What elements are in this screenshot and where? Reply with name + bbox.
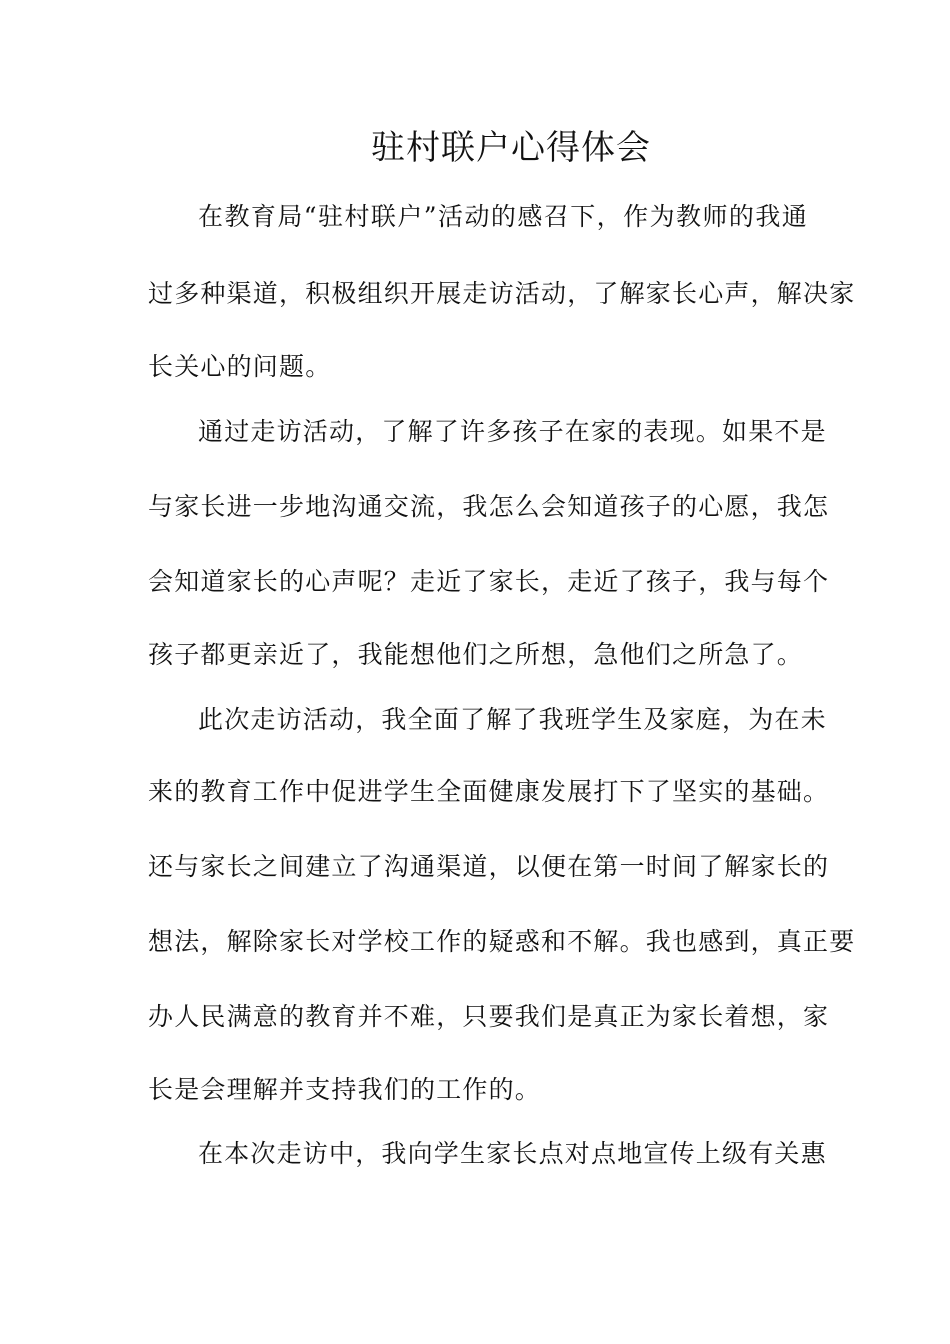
text-line: 还与家长之间建立了沟通渠道，以便在第一时间了解家长的: [148, 852, 830, 881]
text-line: 办人民满意的教育并不难，只要我们是真正为家长着想，家: [148, 1002, 830, 1031]
text-line: 想法，解除家长对学校工作的疑惑和不解。我也感到，真正要: [148, 927, 856, 956]
text-line: 通过走访活动，了解了许多孩子在家的表现。如果不是: [198, 417, 827, 446]
text-line: 长是会理解并支持我们的工作的。: [148, 1075, 542, 1104]
text-line: 此次走访活动，我全面了解了我班学生及家庭，为在未: [198, 705, 827, 734]
text-line: 在本次走访中，我向学生家长点对点地宣传上级有关惠: [198, 1139, 827, 1168]
text-line: 孩子都更亲近了，我能想他们之所想，急他们之所急了。: [148, 640, 804, 669]
text-line: 会知道家长的心声呢？走近了家长，走近了孩子，我与每个: [148, 567, 830, 596]
text-line: 与家长进一步地沟通交流，我怎么会知道孩子的心愿，我怎: [148, 492, 830, 521]
text-line: 过多种渠道，积极组织开展走访活动，了解家长心声，解决家: [148, 279, 856, 308]
text-line: 长关心的问题。: [148, 352, 332, 381]
text-line: 在教育局“驻村联户”活动的感召下，作为教师的我通: [198, 202, 808, 231]
text-line: 来的教育工作中促进学生全面健康发展打下了坚实的基础。: [148, 777, 830, 806]
document-title: 驻村联户心得体会: [371, 128, 651, 168]
